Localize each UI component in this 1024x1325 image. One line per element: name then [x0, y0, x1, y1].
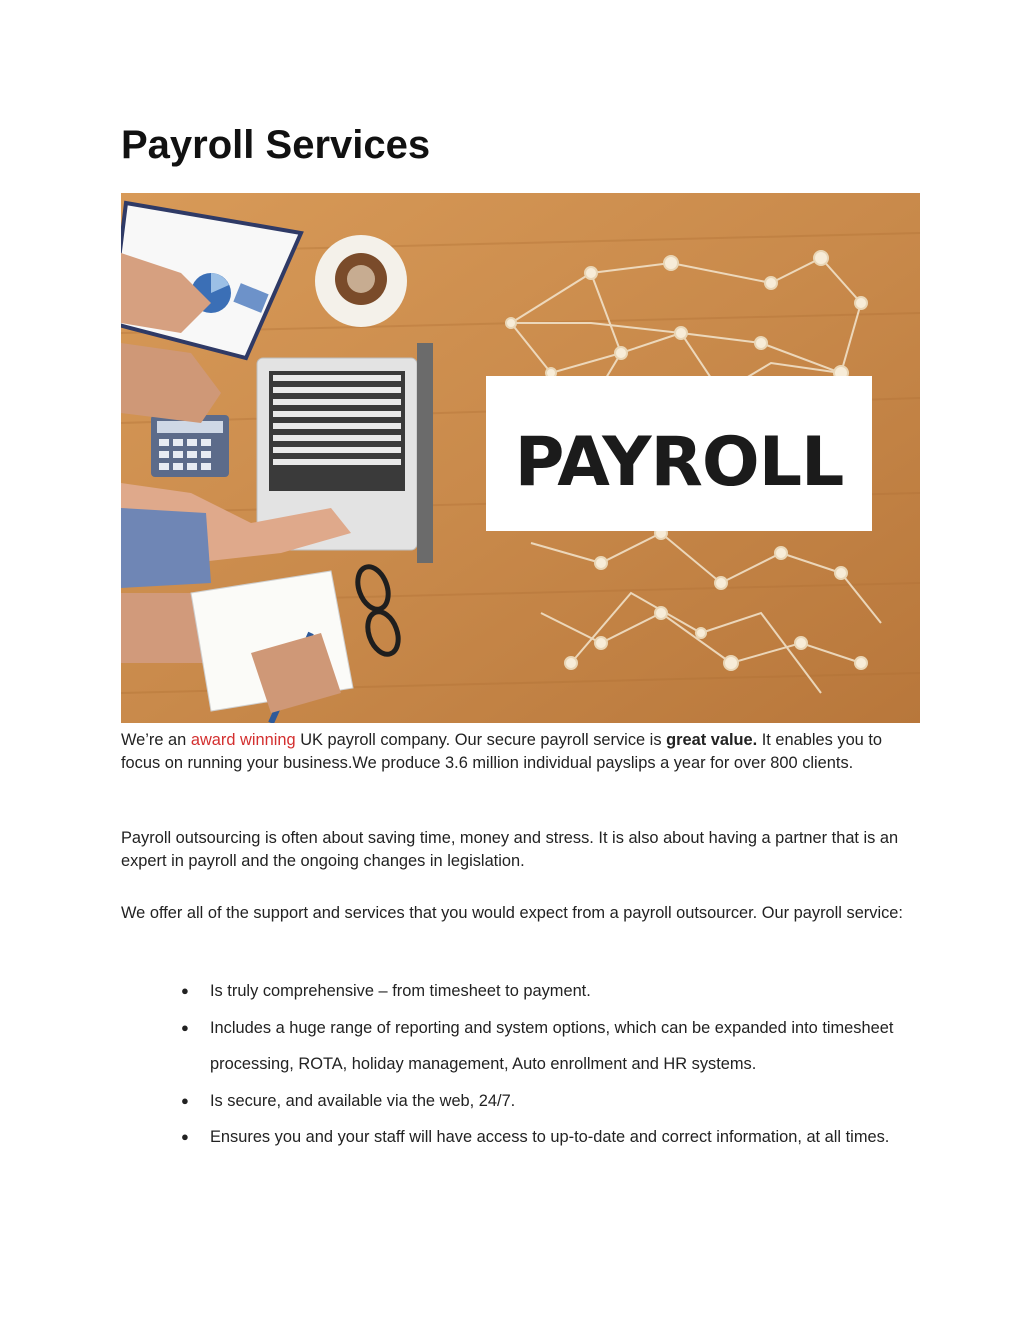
payroll-sign-text: PAYROLL [514, 423, 844, 502]
list-item [121, 1083, 911, 1120]
page-title: Payroll Services [121, 123, 431, 167]
great-value-text: great value. [666, 731, 758, 749]
outsourcing-paragraph: Payroll outsourcing is often about saving time, money and stress. It is also about having a partner that is an expert in payroll and the ongoing changes in legislation. [121, 829, 899, 870]
calculator-icon [151, 415, 229, 477]
list-item [121, 973, 911, 1010]
list-item [121, 1010, 911, 1083]
list-item-text: Includes a huge range of reporting and system options, which can be expanded into timesheet processing, ROTA, holiday management, Auto enrollment and HR systems. [210, 1018, 894, 1073]
bullet-icon: ● [181, 983, 189, 998]
bullet-icon: ● [181, 1129, 189, 1144]
intro-text-end: It enables you to focus on running your business.We produce 3.6 million individual payslips a year for over 800 clients. [121, 731, 883, 772]
hero-image [121, 193, 920, 723]
intro-paragraph [121, 729, 911, 775]
intro-text-start: We’re an [121, 731, 191, 749]
bullet-icon: ● [181, 1092, 189, 1108]
list-item [121, 1119, 911, 1156]
list-item-text: Ensures you and your staff will have access to up-to-date and correct information, at all times. [210, 1128, 890, 1146]
list-item-text: Is truly comprehensive – from timesheet to payment. [210, 982, 591, 1000]
offer-paragraph: We offer all of the support and services that you would expect from a payroll outsourcer. Our payroll service: [121, 904, 903, 922]
list-item-text: Is secure, and available via the web, 24/7. [210, 1091, 516, 1110]
award-winning-link[interactable]: award winning [190, 731, 296, 749]
bullet-icon: ● [181, 1019, 189, 1035]
service-bullet-list [121, 973, 911, 1156]
intro-text-middle: UK payroll company. Our secure payroll service is [295, 731, 667, 749]
